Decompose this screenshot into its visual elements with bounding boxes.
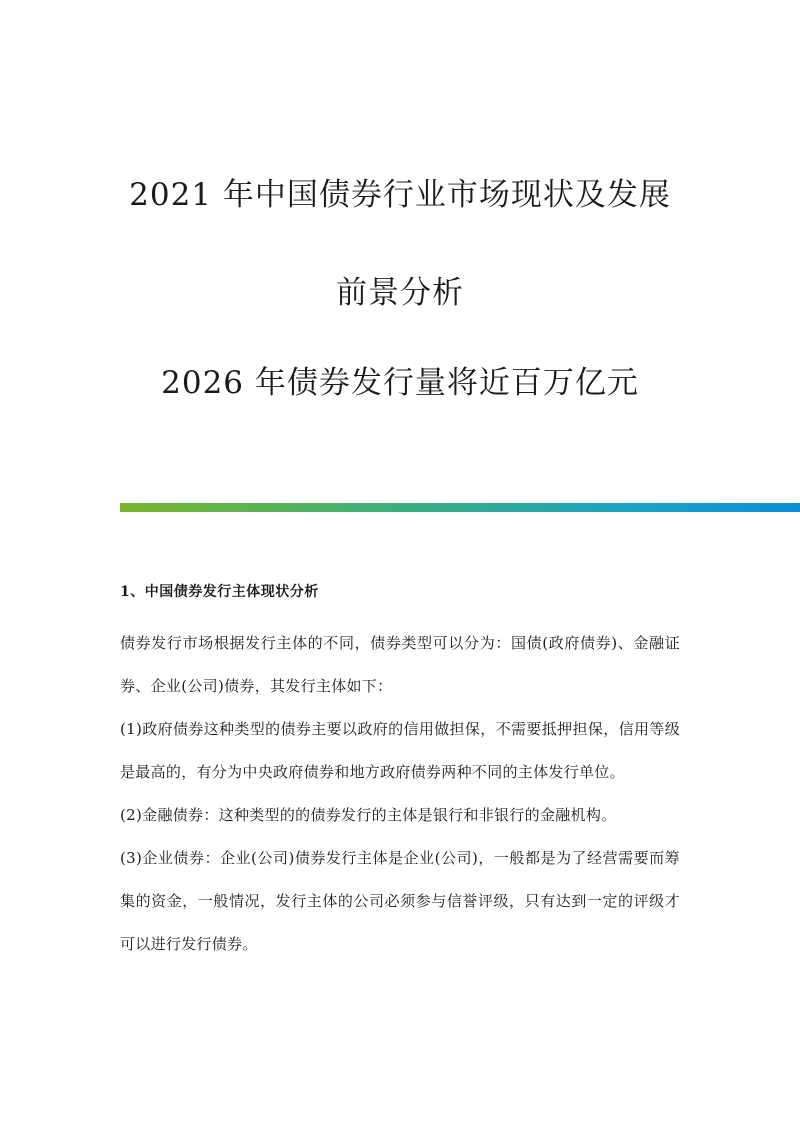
- title-line-2: 前景分析: [336, 275, 464, 311]
- document-body: [120, 580, 680, 966]
- gradient-divider: [120, 503, 800, 512]
- paragraph-financial-bonds: (2)金融债券：这种类型的的债券发行的主体是银行和非银行的金融机构。: [120, 806, 617, 824]
- title-line-1: 2021 年中国债券行业市场现状及发展: [129, 177, 671, 213]
- paragraph-corporate-bonds: (3)企业债券：企业(公司)债券发行主体是企业(公司)，一般都是为了经营需要而筹集的资金，一般情况，发行主体的公司必须参与信誉评级，只有达到一定的评级才可以进行发行债券。: [120, 849, 680, 953]
- paragraph-government-bonds: (1)政府债券这种类型的债券主要以政府的信用做担保，不需要抵押担保，信用等级是最高的，有分为中央政府债券和地方政府债券两种不同的主体发行单位。: [120, 720, 680, 781]
- section-heading: 1、中国债券发行主体现状分析: [120, 584, 319, 600]
- subtitle-line: 2026 年债券发行量将近百万亿元: [161, 365, 639, 401]
- paragraph-intro: 债券发行市场根据发行主体的不同，债券类型可以分为：国债(政府债券)、金融证券、企业(公司)债券，其发行主体如下：: [120, 634, 680, 695]
